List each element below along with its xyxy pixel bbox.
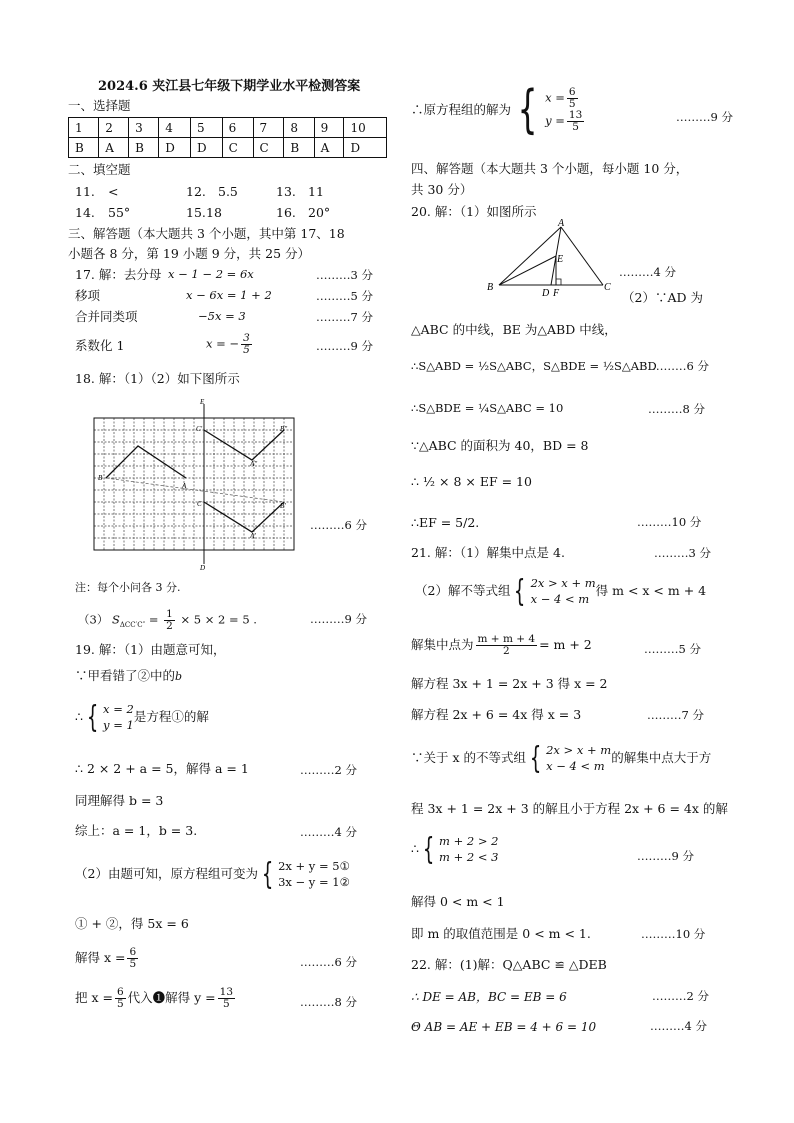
q20-head: 20. 解：（1）如图所示	[411, 204, 537, 219]
therefore-symbol: ∴	[411, 841, 419, 857]
q18-eq: =	[145, 612, 163, 627]
denominator: 2	[166, 620, 173, 633]
fill-q11-number: 11.	[75, 184, 95, 199]
q20-score-4: ………4 分	[619, 265, 676, 279]
q18-note: 注：每个小问各 3 分.	[75, 581, 181, 594]
fill-q13-number: 13.	[276, 184, 296, 199]
label-f: F	[553, 288, 560, 299]
table-cell: 10	[344, 118, 387, 138]
table-cell: C	[222, 138, 253, 158]
fraction	[476, 634, 538, 657]
q19-b-var: b	[175, 670, 183, 683]
sys-row: 2x > x + m	[530, 576, 596, 590]
therefore-symbol: ∴	[75, 709, 83, 725]
denominator: 2	[502, 645, 510, 658]
q19-line3	[75, 699, 209, 735]
q21-line3-text: 解集中点为	[411, 637, 474, 653]
q20-score-10: ………10 分	[637, 515, 702, 529]
table-cell: 5	[190, 118, 222, 138]
q19-score-2: ………2 分	[300, 763, 357, 777]
fraction	[127, 947, 138, 970]
fraction	[241, 333, 252, 356]
numerator: 3	[243, 332, 250, 344]
numerator: m + m + 4	[477, 633, 536, 645]
section-fill-heading: 二、填空题	[68, 162, 131, 177]
q21-line3	[411, 634, 592, 657]
therefore-symbol: ∴	[75, 761, 87, 776]
q18-part3	[78, 609, 257, 632]
q19-line10-mid: 代入❶解得 y =	[127, 990, 216, 1006]
q22-score-4: ………4 分	[650, 1019, 707, 1033]
q20-line6: ∴ ½ × 8 × EF = 10	[411, 474, 532, 489]
table-cell: B	[284, 138, 314, 158]
q19-line7	[75, 856, 350, 892]
system-brace: { m + 2 > 2 m + 2 < 3	[422, 831, 499, 867]
table-cell: D	[190, 138, 222, 158]
sys-row: 3x − y = 1②	[278, 874, 350, 889]
q17-step2-label: 移项	[75, 288, 101, 303]
q19-line9	[75, 947, 140, 970]
q17-score-3: ………3 分	[316, 268, 373, 282]
q20-score-8: ………8 分	[648, 402, 705, 416]
q21-score-9: ………9 分	[637, 849, 694, 863]
fill-q12-number: 12.	[186, 184, 206, 199]
fraction	[164, 609, 175, 632]
q18-score-6: ………6 分	[310, 518, 367, 532]
table-cell: 7	[253, 118, 284, 138]
q18-area-symbol: S	[111, 612, 120, 627]
q18-grid-figure	[84, 398, 314, 573]
q20-score-6: ………6 分	[652, 359, 709, 373]
denominator: 5	[129, 958, 137, 971]
sys-row: 2x + y = 5①	[278, 859, 350, 873]
table-cell: A	[99, 138, 129, 158]
q21-score-5: ………5 分	[644, 642, 701, 656]
q17-step3-label: 合并同类项	[75, 309, 138, 324]
q21-line8	[411, 831, 499, 867]
table-cell: 1	[69, 118, 99, 138]
triangle-a2b2c2	[204, 430, 284, 460]
q19-score-4: ………4 分	[300, 825, 357, 839]
q20-line2: △ABC 的中线，BE 为△ABD 中线，	[411, 322, 617, 337]
sys-row: m + 2 > 2	[439, 834, 499, 848]
q19-line4	[75, 763, 249, 776]
q19-score-6: ………6 分	[300, 955, 357, 969]
table-cell: D	[159, 138, 191, 158]
fill-q15-answer: 18	[206, 205, 222, 220]
label-b-double-prime: B″	[280, 425, 288, 433]
numerator: 1	[166, 608, 173, 620]
denominator: 5	[572, 121, 579, 134]
q21-head: 21. 解：（1）解集中点是 4.	[411, 545, 565, 560]
q19-line10-text: 把 x =	[75, 990, 113, 1006]
system-brace: { x = $\frac{6}{5}$ y = $\frac{13}{5}$	[511, 84, 586, 136]
denominator: 5	[243, 344, 250, 357]
table-cell: 2	[99, 118, 129, 138]
sys-lhs: y =	[545, 113, 565, 128]
section-4-heading-1: 四、解答题（本大题共 3 个小题，每小题 10 分，	[411, 161, 689, 176]
q19-score-8: ………8 分	[300, 995, 357, 1009]
q17-score-9: ………9 分	[316, 339, 373, 353]
label-d: D	[200, 564, 206, 572]
label-b: B	[98, 474, 103, 482]
fraction	[115, 987, 126, 1010]
table-cell: 6	[222, 118, 253, 138]
q18-score-9: ………9 分	[310, 612, 367, 626]
q17-eq1: x − 1 − 2 = 6x	[168, 267, 254, 281]
table-cell: A	[314, 138, 344, 158]
q19-head: 19. 解：（1）由题意可知，	[75, 642, 226, 657]
q17-step4-label: 系数化 1	[75, 338, 125, 353]
fill-q14-answer: 55°	[108, 205, 131, 220]
fill-q13-answer: 11	[308, 184, 324, 199]
label-c-prime: C′	[196, 425, 203, 433]
q19-line6: 综上：a = 1，b = 3.	[75, 823, 198, 838]
fill-q16-answer: 20°	[308, 205, 331, 220]
table-cell: 4	[159, 118, 191, 138]
denominator: 5	[568, 97, 576, 110]
label-c: C	[197, 500, 202, 508]
fraction	[567, 87, 578, 110]
table-cell: C	[253, 138, 284, 158]
numerator: 6	[129, 946, 137, 958]
q19-line3-tail: 是方程①的解	[133, 709, 209, 725]
q20-part2: （2）∵AD 为	[622, 290, 703, 305]
q19-line7-text: （2）由题可知，原方程组可变为	[75, 866, 258, 882]
denominator: 5	[223, 998, 230, 1011]
fill-q14-number: 14.	[75, 205, 95, 220]
table-cell: 3	[129, 118, 159, 138]
q18-tail: × 5 × 2 = 5 .	[176, 612, 257, 627]
numerator: 6	[116, 986, 124, 998]
table-cell: B	[69, 138, 99, 158]
fill-q12-answer: 5.5	[218, 184, 238, 199]
q17-score-5: ………5 分	[316, 289, 373, 303]
q18-head: 18. 解：（1）（2）如下图所示	[75, 371, 240, 386]
page-title: 2024.6 夹江县七年级下期学业水平检测答案	[98, 79, 361, 94]
table-cell: B	[129, 138, 159, 158]
numerator: 13	[219, 986, 234, 998]
q21-line9: 解得 0 < m < 1	[411, 894, 505, 909]
sys-row: y = 1	[103, 717, 134, 732]
fill-q15-number: 15.	[186, 205, 206, 220]
system-brace: { 2x + y = 5① 3x − y = 1②	[261, 856, 350, 892]
label-c: C	[604, 282, 611, 293]
q21-line6	[411, 740, 712, 776]
section-answer-heading-2: 小题各 8 分，第 19 小题 9 分，共 25 分）	[68, 246, 311, 261]
right-solution-line	[411, 80, 586, 140]
q21-line10: 即 m 的取值范围是 0 < m < 1.	[411, 926, 591, 941]
sys-row: m + 2 < 3	[439, 849, 499, 864]
q21-score-10: ………10 分	[641, 927, 706, 941]
fill-q11-answer: <	[108, 184, 119, 199]
sys-row: x = 2	[103, 702, 134, 716]
q17-eq3: −5x = 3	[198, 309, 246, 323]
table-row-numbers	[69, 118, 387, 138]
q17-head: 17. 解：去分母	[75, 267, 162, 282]
q18-part3-label: （3）	[78, 612, 109, 627]
q21-score-7: ………7 分	[647, 708, 704, 722]
section-answer-heading-1: 三、解答题（本大题共 3 个小题，其中第 17、18	[68, 226, 345, 241]
table-cell: 9	[314, 118, 344, 138]
sys-row	[545, 110, 586, 133]
numerator: 13	[568, 109, 583, 121]
table-row-answers	[69, 138, 387, 158]
q20-line3: ∴S△ABD = ½S△ABC，S△BDE = ½S△ABD	[411, 359, 657, 373]
q21-line7: 程 3x + 1 = 2x + 3 的解且小于方程 2x + 6 = 4x 的解	[411, 801, 728, 816]
q21-score-3: ………3 分	[654, 546, 711, 560]
fill-q16-number: 16.	[276, 205, 296, 220]
right-solution-text: ∴原方程组的解为	[411, 101, 512, 117]
q21-line6-text: ∵关于 x 的不等式组	[411, 750, 526, 766]
right-angle-mark	[556, 279, 561, 285]
q17-eq2: x − 6x = 1 + 2	[186, 288, 272, 302]
q21-line6-tail: 的解集中点大于方	[611, 750, 712, 766]
label-d: D	[542, 288, 550, 299]
q18-area-subscript: ΔCC′C″	[119, 620, 146, 629]
label-e: E	[200, 398, 205, 406]
q17-score-7: ………7 分	[316, 310, 373, 324]
label-a-double-prime: A″	[250, 460, 258, 468]
sys-row: x − 4 < m	[530, 591, 590, 606]
fraction	[567, 110, 584, 133]
side-ac	[561, 227, 603, 285]
table-cell: 8	[284, 118, 314, 138]
label-b: B	[487, 282, 494, 293]
grid-lines	[94, 418, 294, 550]
q19-line4-text: 2 × 2 + a = 5，解得 a = 1	[86, 761, 249, 776]
section-4-heading-2: 共 30 分）	[411, 182, 473, 197]
q19-line5: 同理解得 b = 3	[75, 793, 164, 808]
q19-line2	[75, 670, 182, 683]
table-cell: D	[344, 138, 387, 158]
q17-eq4-lhs: x = −	[206, 336, 240, 351]
q21-line2-tail: 得 m < x < m + 4	[595, 583, 707, 599]
numerator: 6	[568, 85, 576, 98]
label-b-prime: B′	[280, 502, 286, 510]
q21-line5: 解方程 2x + 6 = 4x 得 x = 3	[411, 707, 582, 722]
q22-score-2: ………2 分	[652, 989, 709, 1003]
sys-row	[545, 87, 586, 110]
q21-line3-tail: = m + 2	[539, 637, 592, 653]
q19-line8: ① + ②，得 5x = 6	[75, 916, 189, 931]
q21-line2-text: （2）解不等式组	[415, 583, 511, 599]
choice-answer-table	[68, 117, 387, 158]
label-a: A	[558, 219, 565, 229]
label-a-prime: A′	[250, 532, 256, 540]
system-brace: { 2x > x + m x − 4 < m	[529, 740, 612, 776]
system-brace: { x = 2 y = 1	[86, 699, 134, 735]
fraction	[218, 987, 235, 1010]
q22-line2: ∴ DE = AB，BC = EB = 6	[411, 990, 567, 1004]
system-brace: { 2x > x + m x − 4 < m	[514, 573, 596, 609]
q20-line4: ∴S△BDE = ¼S△ABC = 10	[411, 401, 564, 415]
sys-row: x − 4 < m	[546, 758, 605, 773]
q22-line1: 22. 解：(1)解：Q△ABC ≌ △DEB	[411, 957, 607, 972]
sys-row: 2x > x + m	[546, 743, 612, 757]
q21-line4: 解方程 3x + 1 = 2x + 3 得 x = 2	[411, 676, 608, 691]
q20-line7: ∴EF = 5/2.	[411, 515, 480, 530]
q17-eq4	[206, 333, 254, 356]
q19-line2-text: ∵甲看错了②中的	[75, 668, 176, 683]
q20-line5: ∵△ABC 的面积为 40，BD = 8	[411, 438, 589, 453]
label-a: A	[182, 482, 187, 490]
median-be	[499, 256, 556, 285]
q19-line10	[75, 987, 237, 1010]
right-score-9: ………9 分	[676, 110, 733, 124]
sys-lhs: x =	[545, 90, 565, 105]
label-e: E	[557, 254, 564, 265]
q19-line9-text: 解得 x =	[75, 950, 126, 966]
side-ab	[499, 227, 564, 285]
q22-line3: Θ AB = AE + EB = 4 + 6 = 10	[411, 1020, 597, 1034]
section-choice-heading: 一、选择题	[68, 98, 131, 113]
denominator: 5	[116, 998, 124, 1011]
q20-triangle-figure	[483, 219, 623, 299]
q21-line2	[415, 573, 707, 609]
